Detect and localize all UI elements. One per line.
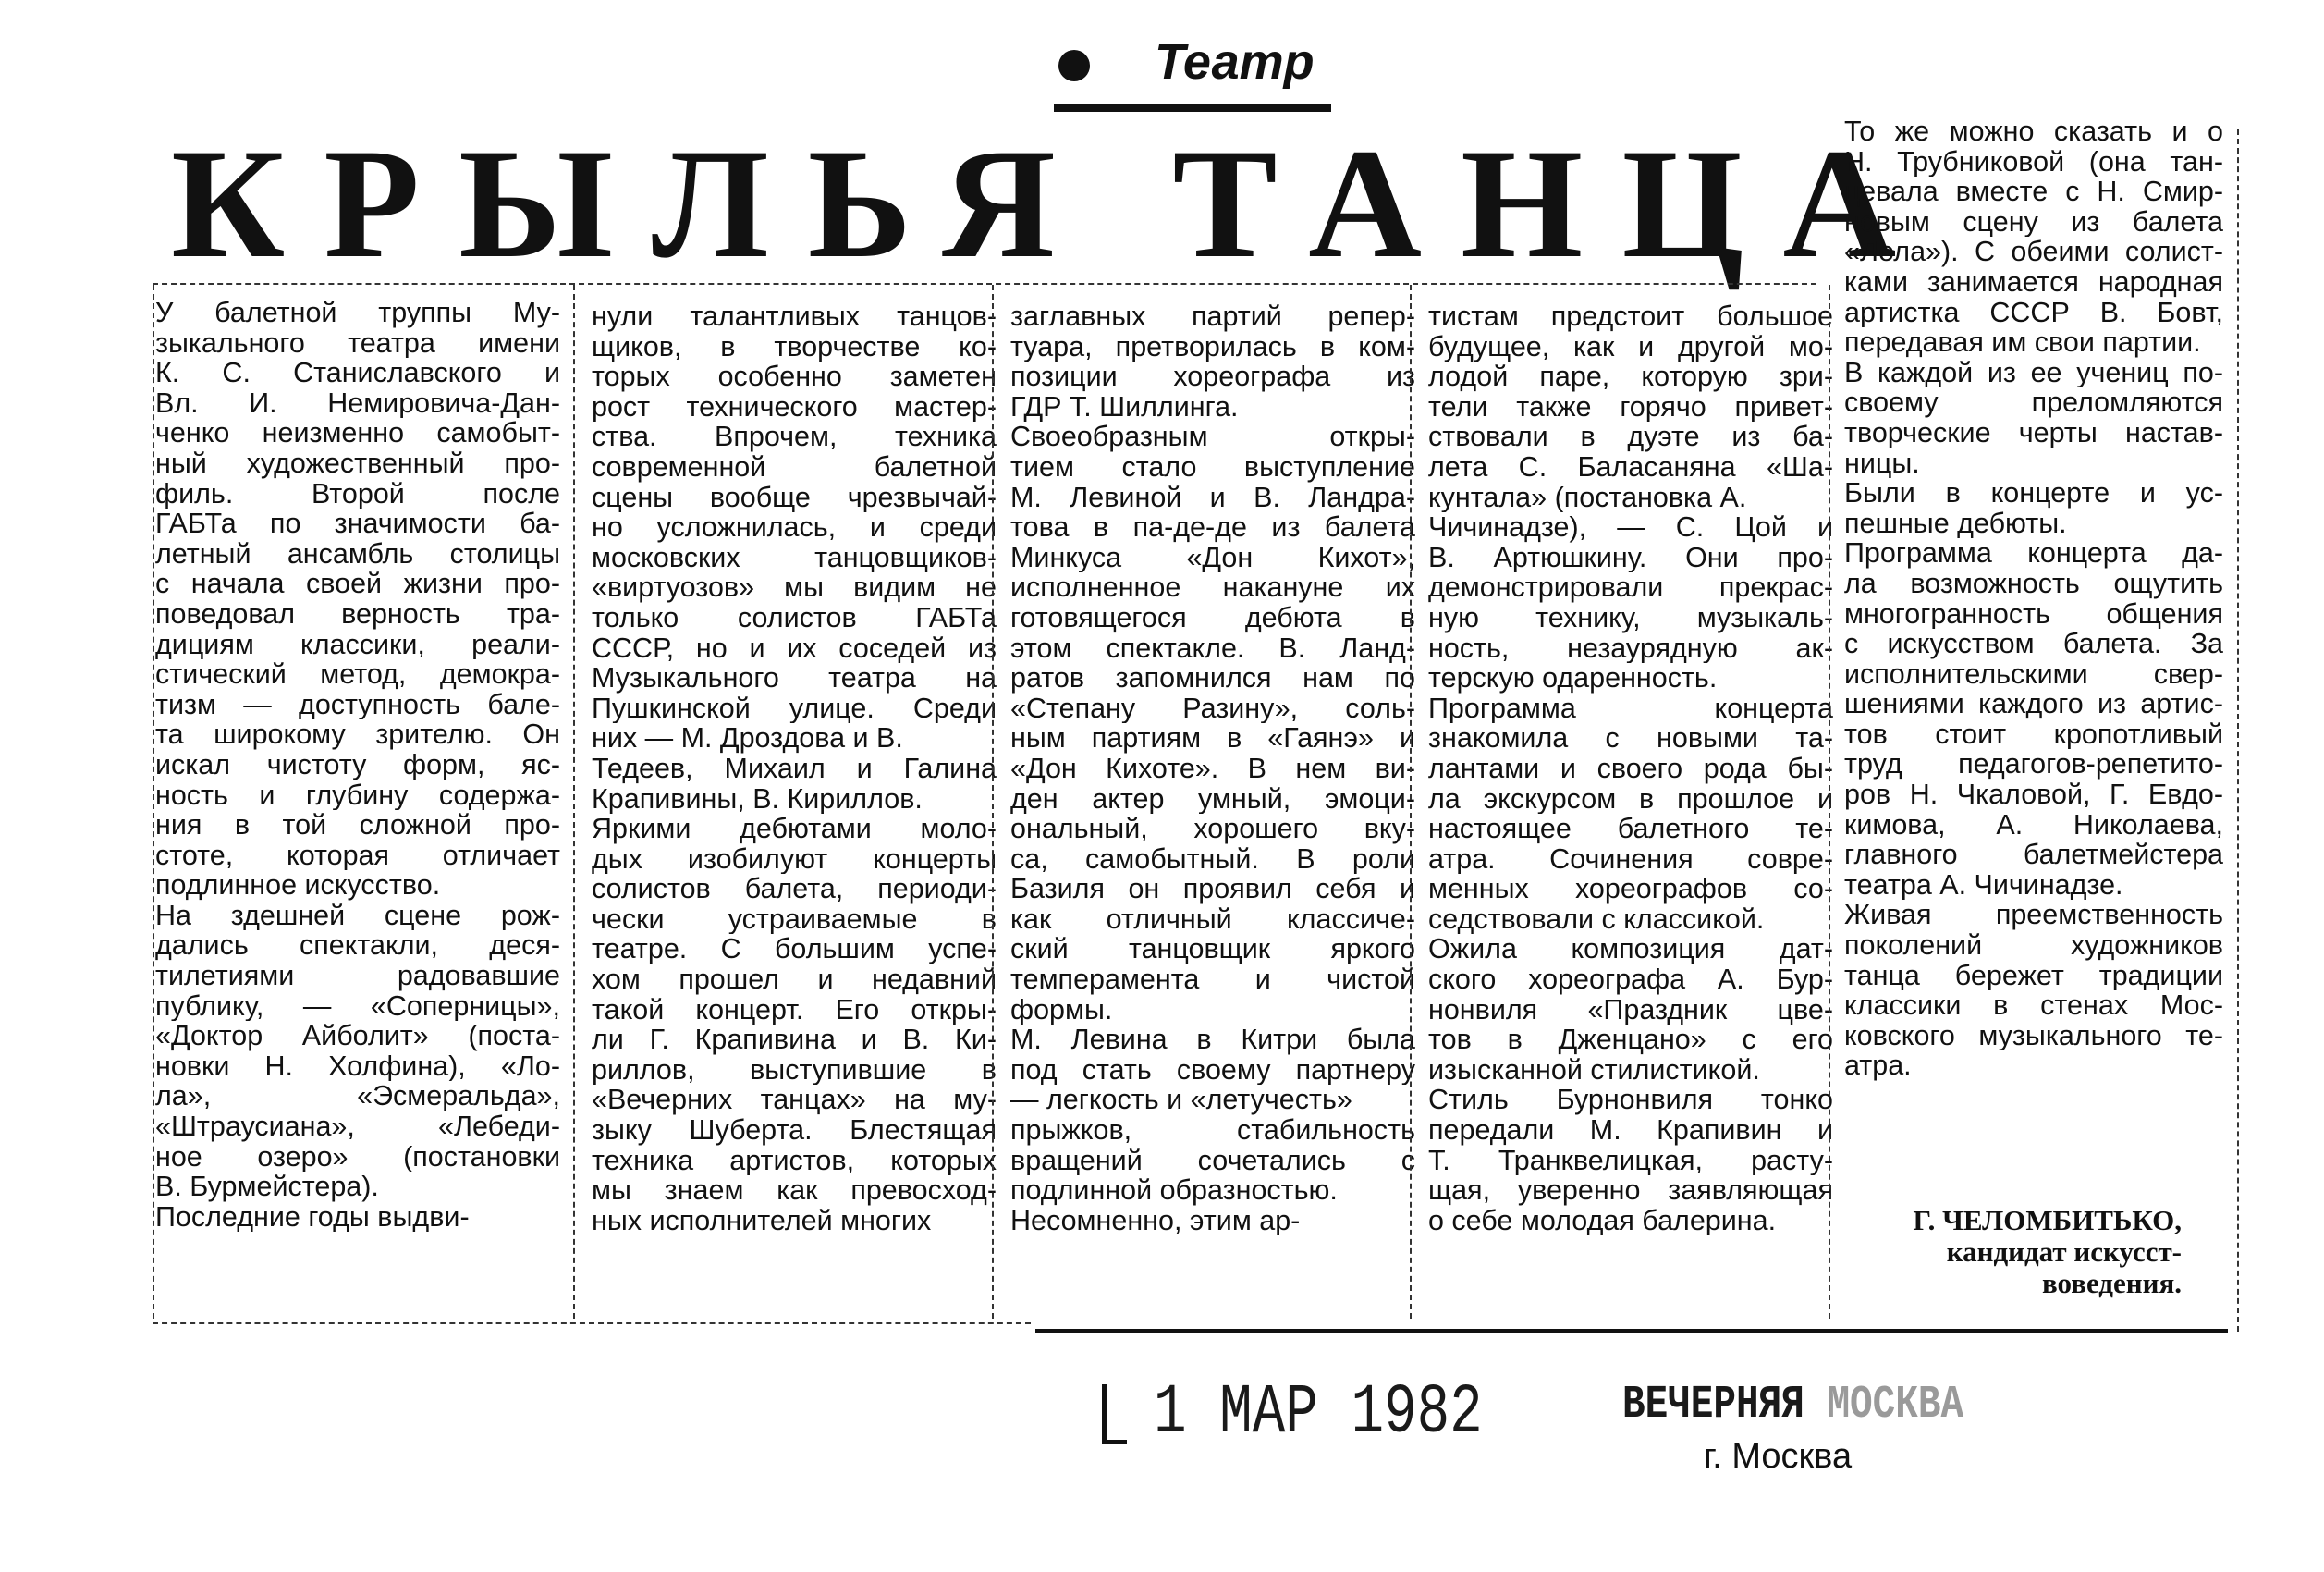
article-line: Т. Транквелицкая, расту- [1428,1145,1833,1176]
article-line: стоте, которая отличает [155,840,560,871]
stamp-bracket [1102,1384,1127,1444]
article-line: хом прошел и недавний [592,964,997,995]
top-column-rule [153,283,1816,285]
article-line: ницы. [1844,448,1920,479]
article-line: Были в концерте и ус- [1844,478,2223,509]
article-line: Живая преемственность [1844,900,2223,931]
article-line: На здешней сцене рож- [155,900,560,931]
article-headline: КРЫЛЬЯ ТАНЦА [171,117,1936,290]
article-line: ствовали в дуэте из ба- [1428,422,1833,452]
article-line: них — М. Дроздова и В. [592,723,903,754]
article-line: ского хореографа А. Бур- [1428,964,1833,995]
article-line: риллов, выступившие в [592,1054,997,1086]
article-line: передавая им свои партии. [1844,327,2201,358]
article-line: това в па-де-де из балета [1010,512,1415,543]
article-line: та широкому зрителю. Он [155,719,560,750]
article-line: дались спектакли, деся- [155,930,560,962]
article-line: нули талантливых танцов- [592,301,997,332]
article-line: подлинное искусство. [155,870,441,901]
article-line: танца бережет традиции [1844,960,2223,991]
article-line: главного балетмейстера [1844,840,2223,870]
column-divider [1829,285,1830,1319]
article-line: искал чистоту форм, яс- [155,749,560,780]
article-line: своему преломляются [1844,387,2223,418]
article-line: туара, претворилась в ком- [1010,331,1415,362]
article-line: классики в стенах Мос- [1844,990,2223,1021]
article-line: седствовали с классикой. [1428,903,1765,935]
article-line: ния в той сложной про- [155,810,560,841]
article-line: формы. [1010,994,1113,1025]
article-line: Ожила композиция дат- [1428,934,1833,965]
author-title-line-1: кандидат искусст- [1946,1235,2182,1268]
bullet-icon [1058,50,1090,81]
article-line: филь. Второй после [155,478,560,510]
article-line: Несомненно, этим ар- [1010,1205,1301,1236]
article-line: зыку Шуберта. Блестящая [592,1115,997,1146]
stamp-date: 1 МАР 1982 [1154,1373,1483,1453]
article-line: ГАБТа по значимости ба- [155,509,560,539]
article-line: ным партиям в «Гаянэ» и [1010,723,1415,754]
article-line: терскую одаренность. [1428,663,1718,694]
article-line: Крапивины, В. Кириллов. [592,783,923,815]
article-line: будущее, как и другой мо- [1428,331,1833,362]
article-line: современной балетной [592,451,997,483]
article-line: поколений художников [1844,930,2223,961]
article-line: «Вечерних танцах» на му- [592,1085,997,1116]
article-line: СССР, но и их соседей из [592,632,997,664]
article-column-1 [155,298,560,1232]
article-line: ла экскурсом в прошлое и [1428,783,1833,815]
article-line: ковского музыкального те- [1844,1020,2223,1051]
article-line: рост технического мастер- [592,391,997,423]
stamp-line [1035,1329,2228,1333]
article-line: с искусством балета. За [1844,629,2223,659]
bottom-column-rule [153,1322,1031,1324]
article-line: Программа концерта [1428,693,1833,724]
article-line: У балетной труппы Му- [155,298,560,328]
article-line: Н. Трубниковой (она тан- [1844,146,2223,178]
article-line: лодой паре, которую зри- [1428,362,1833,392]
article-line: ла возможность ощутить [1844,568,2223,599]
article-line: торых особенно заметен [592,362,997,392]
article-line: московских танцовщиков- [592,542,997,573]
article-line: ден актер умный, эмоци- [1010,783,1415,815]
article-line: тов стоит кропотливый [1844,718,2223,750]
article-line: Чичинадзе), — С. Цой и [1428,512,1833,543]
article-line: артистка СССР В. Бовт, [1844,297,2223,328]
article-line: лантами и своего рода бы- [1428,753,1833,784]
article-line: Программа концерта да- [1844,538,2223,569]
article-line: мы знаем как превосход- [592,1175,997,1206]
article-line: Пушкинской улице. Среди [592,693,997,724]
article-line: атра. Сочинения совре- [1428,843,1833,875]
article-line: ратов запомнился нам по [1010,663,1415,694]
column-divider [573,285,575,1319]
article-line: многогранность общения [1844,598,2223,630]
article-line: готовящегося дебюта в [1010,602,1415,633]
article-line: Последние годы выдви- [155,1201,470,1233]
article-column-2 [592,301,997,1235]
column-divider [1410,285,1412,1319]
article-column-3 [1010,301,1415,1235]
article-line: атра. [1844,1050,1912,1081]
article-line: стический метод, демокра- [155,659,560,690]
article-line: К. С. Станиславского и [155,358,560,388]
article-line: исполненное накануне их [1010,572,1415,603]
article-line: театра А. Чичинадзе. [1844,869,2123,901]
article-line: Базиля он проявил себя и [1010,874,1415,904]
article-line: В. Бурмейстера). [155,1172,379,1202]
article-line: демонстрировали прекрас- [1428,572,1833,603]
article-line: новки Н. Холфина), «Ло- [155,1050,560,1082]
article-line: ных исполнителей многих [592,1205,932,1236]
article-line: са, самобытный. В роли [1010,843,1415,875]
article-line: знакомила с новыми та- [1428,723,1833,754]
article-line: исполнительскими свер- [1844,658,2223,690]
article-line: Тедеев, Михаил и Галина [592,753,997,784]
article-line: как отличный классиче- [1010,903,1415,935]
article-line: цевала вместе с Н. Смир- [1844,177,2223,207]
section-underline [1054,104,1331,112]
article-line: В. Артюшкину. Они про- [1428,542,1833,573]
article-line: тели также горячо привет- [1428,391,1833,423]
article-line: Своеобразным откры- [1010,422,1415,452]
article-line: тизм — доступность бале- [155,689,560,720]
article-line: ГДР Т. Шиллинга. [1010,391,1239,423]
stamp-newspaper-visible: ВЕЧЕРНЯЯ [1622,1379,1804,1431]
article-line: изысканной стилистикой. [1428,1054,1760,1086]
article-line: М. Левина в Китри была [1010,1025,1415,1055]
article-line: Стиль Бурнонвиля тонко [1428,1085,1833,1116]
column-divider [153,285,154,1319]
article-line: тов в Дженцано» с его [1428,1025,1833,1055]
article-line: «Доктор Айболит» (поста- [155,1021,560,1051]
article-line: Минкуса «Дон Кихот», [1010,542,1415,573]
article-line: ность и глубину содержа- [155,780,560,811]
section-label [1058,30,1315,94]
article-line: позиции хореографа из [1010,362,1415,392]
article-line: ский танцовщик яркого [1010,934,1415,965]
article-line: театре. С большим успе- [592,934,997,965]
column-divider [2237,129,2239,1332]
article-line: — легкость и «летучесть» [1010,1085,1352,1116]
article-line: тилетиями радовавшие [155,961,560,991]
article-line: ства. Впрочем, техника [592,422,997,452]
article-line: но усложнилась, и среди [592,512,997,543]
article-line: «Дон Кихоте». В нем ви- [1010,753,1415,784]
article-line: ную технику, музыкаль- [1428,602,1833,633]
article-line: «Лола»). С обеими солист- [1844,237,2223,267]
article-line: ное озеро» (постановки [155,1141,560,1173]
article-line: кимова, А. Николаева, [1844,809,2223,841]
article-line: «виртуозов» мы видим не [592,572,997,603]
article-line: ла», «Эсмеральда», [155,1081,560,1112]
article-line: щиков, в творчестве ко- [592,331,997,362]
article-line: ли Г. Крапивина и В. Ки- [592,1025,997,1055]
article-line: дициям классики, реали- [155,629,560,660]
article-line: пешные дебюты. [1844,508,2067,539]
article-line: Вл. И. Немировича-Дан- [155,387,560,419]
article-line: тистам предстоит большое [1428,301,1833,332]
article-line: Музыкального театра на [592,663,997,694]
stamp-newspaper-faded: МОСКВА [1827,1379,1964,1431]
column-divider [992,285,994,1319]
article-line: «Штраусиана», «Лебеди- [155,1111,560,1142]
article-line: М. Левиной и В. Ландра- [1010,482,1415,513]
article-line: То же можно сказать и о [1844,117,2223,147]
article-line: ный художественный про- [155,448,560,479]
article-line: шениями каждого из артис- [1844,689,2223,719]
article-line: ченко неизменно самобыт- [155,418,560,448]
article-line: лета С. Баласаняна «Ша- [1428,451,1833,483]
article-line: подлинной образностью. [1010,1175,1338,1206]
article-line: сцены вообще чрезвычай- [592,482,997,513]
article-line: только солистов ГАБТа [592,602,997,633]
article-line: нонвиля «Праздник цве- [1428,994,1833,1025]
article-line: тием стало выступление [1010,451,1415,483]
stamp-city: г. Москва [1704,1437,1853,1476]
stamp-newspaper-name [1622,1378,1963,1433]
article-line: менных хореографов со- [1428,874,1833,904]
article-column-4 [1428,301,1833,1235]
article-line: кунтала» (постановка А. [1428,482,1747,513]
article-line: солистов балета, периоди- [592,874,997,904]
article-line: ками занимается народная [1844,266,2223,298]
article-line: ональный, хорошего вку- [1010,814,1415,844]
article-line: Яркими дебютами моло- [592,814,997,844]
author-title-line-2: воведения. [2041,1267,2182,1299]
article-line: творческие черты настав- [1844,417,2223,448]
article-line: этом спектакле. В. Ланд- [1010,632,1415,664]
article-line: ность, незаурядную ак- [1428,632,1833,664]
article-line: ров Н. Чкаловой, Г. Евдо- [1844,780,2223,810]
article-line: «Степану Разину», соль- [1010,693,1415,724]
author-name: Г. ЧЕЛОМБИТЬКО, [1913,1204,2182,1236]
section-title: Театр [1155,34,1315,90]
article-line: труд педагогов-репетито- [1844,749,2223,780]
article-line: о себе молодая балерина. [1428,1205,1777,1236]
article-line: темперамента и чистой [1010,964,1415,995]
article-line: вращений сочетались с [1010,1145,1415,1176]
article-line: передали М. Крапивин и [1428,1115,1833,1146]
article-line: чески устраиваемые в [592,903,997,935]
article-line: с начала своей жизни про- [155,569,560,599]
article-line: зыкального театра имени [155,327,560,359]
article-line: В каждой из ее учениц по- [1844,357,2223,388]
article-line: прыжков, стабильность [1010,1115,1415,1146]
article-line: такой концерт. Его откры- [592,994,997,1025]
article-line: летный ансамбль столицы [155,538,560,570]
article-line: заглавных партий репер- [1010,301,1415,332]
article-column-5 [1844,117,2223,1081]
article-line: настоящее балетного те- [1428,814,1833,844]
article-line: новым сцену из балета [1844,206,2223,238]
article-line: дых изобилуют концерты [592,843,997,875]
article-line: щая, уверенно заявляющая [1428,1175,1833,1206]
article-line: поведовал верность тра- [155,598,560,630]
article-line: техника артистов, которых [592,1145,997,1176]
article-line: публику, — «Соперницы», [155,990,560,1022]
article-line: под стать своему партнеру [1010,1054,1415,1086]
